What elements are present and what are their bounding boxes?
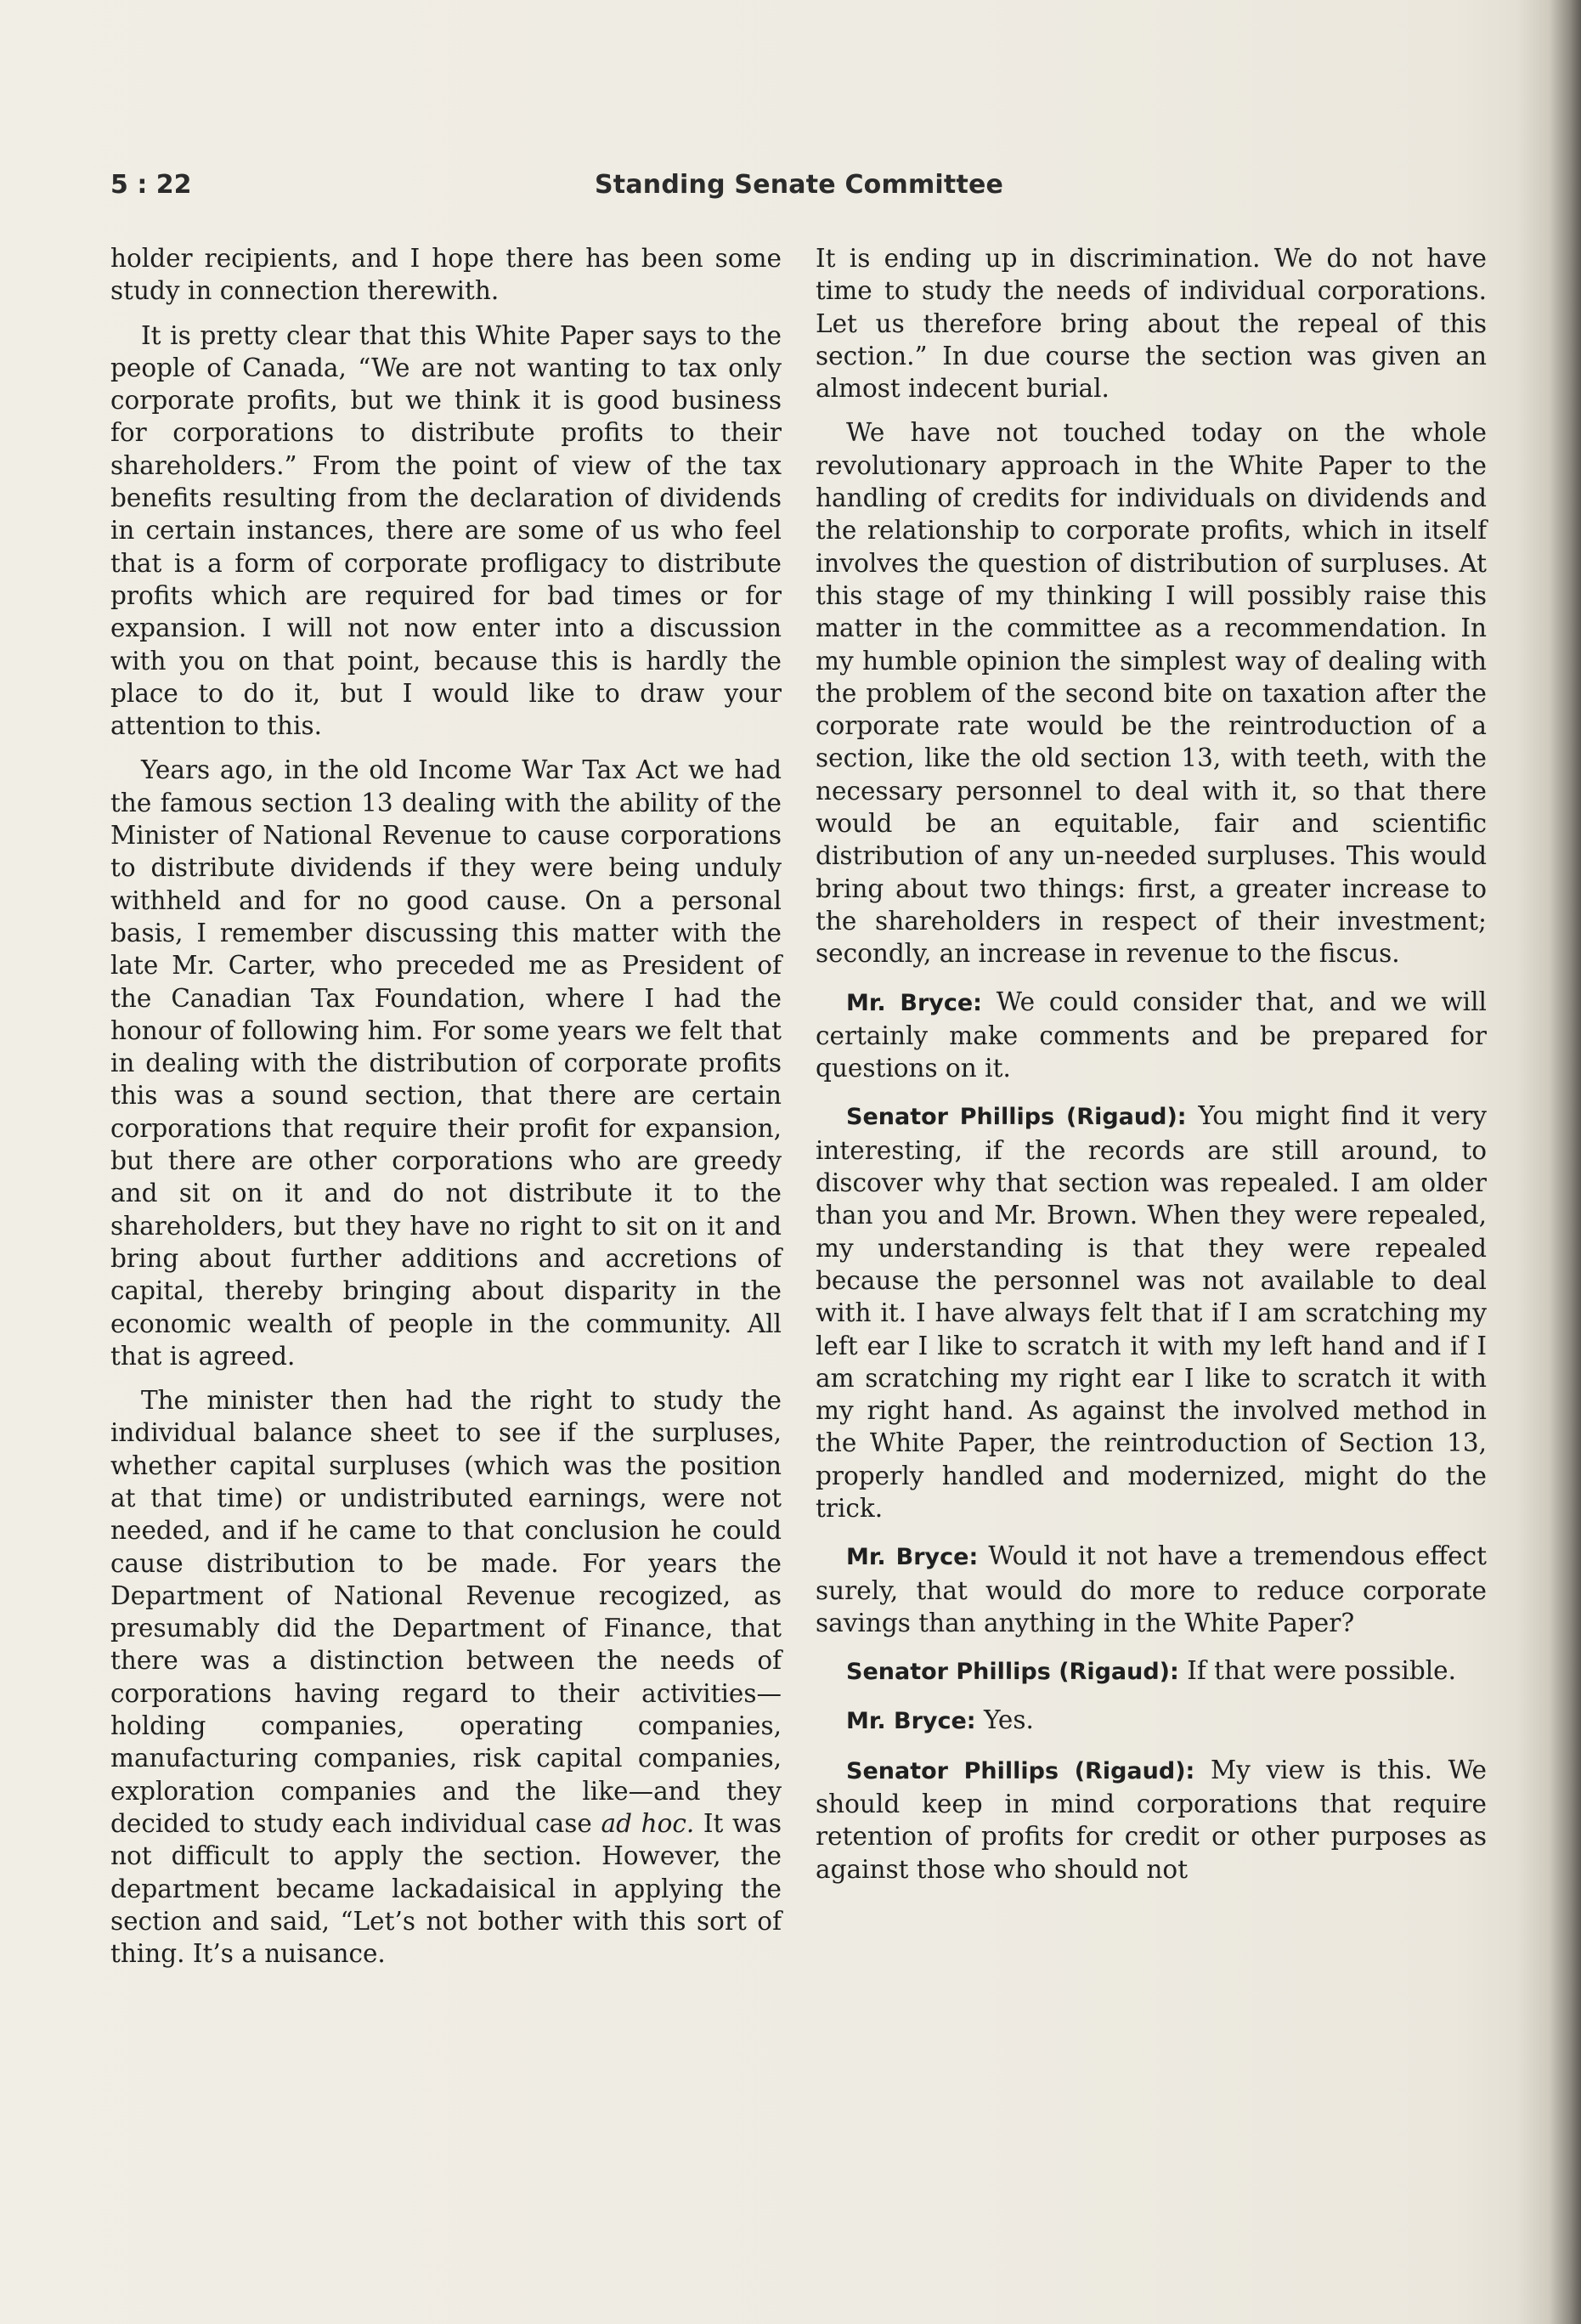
speech-paragraph [816,1540,1487,1639]
left-column [110,242,782,1982]
speech-text: Yes. [984,1705,1034,1735]
speech-text: My view is this. We should keep in mind corporations that require retention of profits for credit or other purposes as against those who should not [816,1755,1487,1884]
right-column [816,242,1487,1897]
paragraph-text: The minister then had the right to study the individual balance sheet to see if the surpluses, whether capital surpluses (which was the position at that time) or undistributed earnings, were not needed, and if he came to that conclusion he could cause distribution to be made. For years the Department of National Revenue recogized, as presumably did the Department of Finance, that there was a distinction between the needs of corporations having regard to their activities—holding companies, operating companies, manufacturing companies, risk capital companies, exploration companies and the like—and they decided to study each individual case [110,1386,782,1838]
speaker-name: Mr. Bryce: [846,989,982,1016]
speaker-name: Senator Phillips (Rigaud): [846,1757,1195,1784]
speech-text: We could consider that, and we will certainly make comments and be prepared for questions on it. [816,987,1487,1083]
paragraph: Years ago, in the old Income War Tax Act we had the famous section 13 dealing with the ability of the Minister of National Revenue to cause corporations to distribute dividends if they were being unduly withheld and for no good cause. On a personal basis, I remember discussing this matter with the late Mr. Carter, who preceded me as President of the Canadian Tax Foundation, where I had the honour of following him. For some years we felt that in dealing with the distribution of corporate profits this was a sound section, that there are certain corporations that require their profit for expansion, but there are other corporations who are greedy and sit on it and do not distribute it to the shareholders, but they have no right to sit on it and bring about further additions and accretions of capital, thereby bringing about disparity in the economic wealth of people in the community. All that is agreed. [110,755,782,1371]
speech-paragraph [816,1754,1487,1886]
speech-paragraph [816,1704,1487,1738]
paragraph-text: It was not difficult to apply the section. However, the department became lackadaisical in applying the section and said, “Let’s not bother with this sort of thing. It’s a nuisance. [110,1808,782,1969]
speaker-name: Mr. Bryce: [846,1544,979,1571]
speech-paragraph [816,1100,1487,1524]
running-title: Standing Senate Committee [595,170,1004,200]
speech-text: If that were possible. [1187,1656,1456,1686]
paragraph: It is ending up in discrimination. We do not have time to study the needs of individual corporations. Let us therefore bring about the repeal of this section.” In due course the section was given an almost indecent burial. [816,244,1487,404]
speaker-name: Senator Phillips (Rigaud): [846,1659,1179,1686]
speaker-name: Senator Phillips (Rigaud): [846,1104,1187,1131]
paragraph: It is pretty clear that this White Paper says to the people of Canada, “We are not wanting to tax only corporate profits, but we think it is good business for corporations to distribute profits to their shareholders.” From the point of view of the tax benefits resulting from the declaration of dividends in certain instances, there are some of us who feel that is a form of corporate profligacy to distribute profits which are required for bad times or for expansion. I will not now enter into a discussion with you on that point, because this is hardly the place to do it, but I would like to draw your attention to this. [110,320,782,741]
paragraph: We have not touched today on the whole revolutionary approach in the White Paper to the handling of credits for individuals on dividends and the relationship to corporate profits, which in itself involves the question of distribution of surpluses. At this stage of my thinking I will possibly raise this matter in the committee as a recommendation. In my humble opinion the simplest way of dealing with the problem of the second bite on taxation after the corporate rate would be the reintroduction of a section, like the old section 13, with teeth, with the necessary personnel to deal with it, so that there would be an equitable, fair and scientific distribution of any un-needed surpluses. This would bring about two things: first, a greater increase to the shareholders in respect of their investment; secondly, an increase in revenue to the fiscus. [816,418,1487,969]
page-header [110,170,1504,212]
speech-text: Would it not have a tremendous effect surely, that would do more to reduce corporate savings than anything in the White Paper? [816,1541,1487,1637]
speaker-name: Mr. Bryce: [846,1708,976,1735]
speech-paragraph [816,1654,1487,1688]
paragraph [110,1384,782,1970]
paragraph: holder recipients, and I hope there has been some study in connection therewith. [110,244,782,306]
italic-phrase: ad hoc. [601,1808,695,1838]
page-number: 5 : 22 [110,170,192,200]
speech-text: You might find it very interesting, if the records are still around, to discover why that section was repealed. I am older than you and Mr. Brown. When they were repealed, my understanding is that they were repealed because the personnel was not available to deal with it. I have always felt that if I am scratching my left ear I like to scratch it with my left hand and if I am scratching my right ear I like to scratch it with my right hand. As against the involved method in the White Paper, the reintroduction of Section 13, properly handled and modernized, might do the trick. [816,1101,1487,1523]
speech-paragraph [816,986,1487,1085]
